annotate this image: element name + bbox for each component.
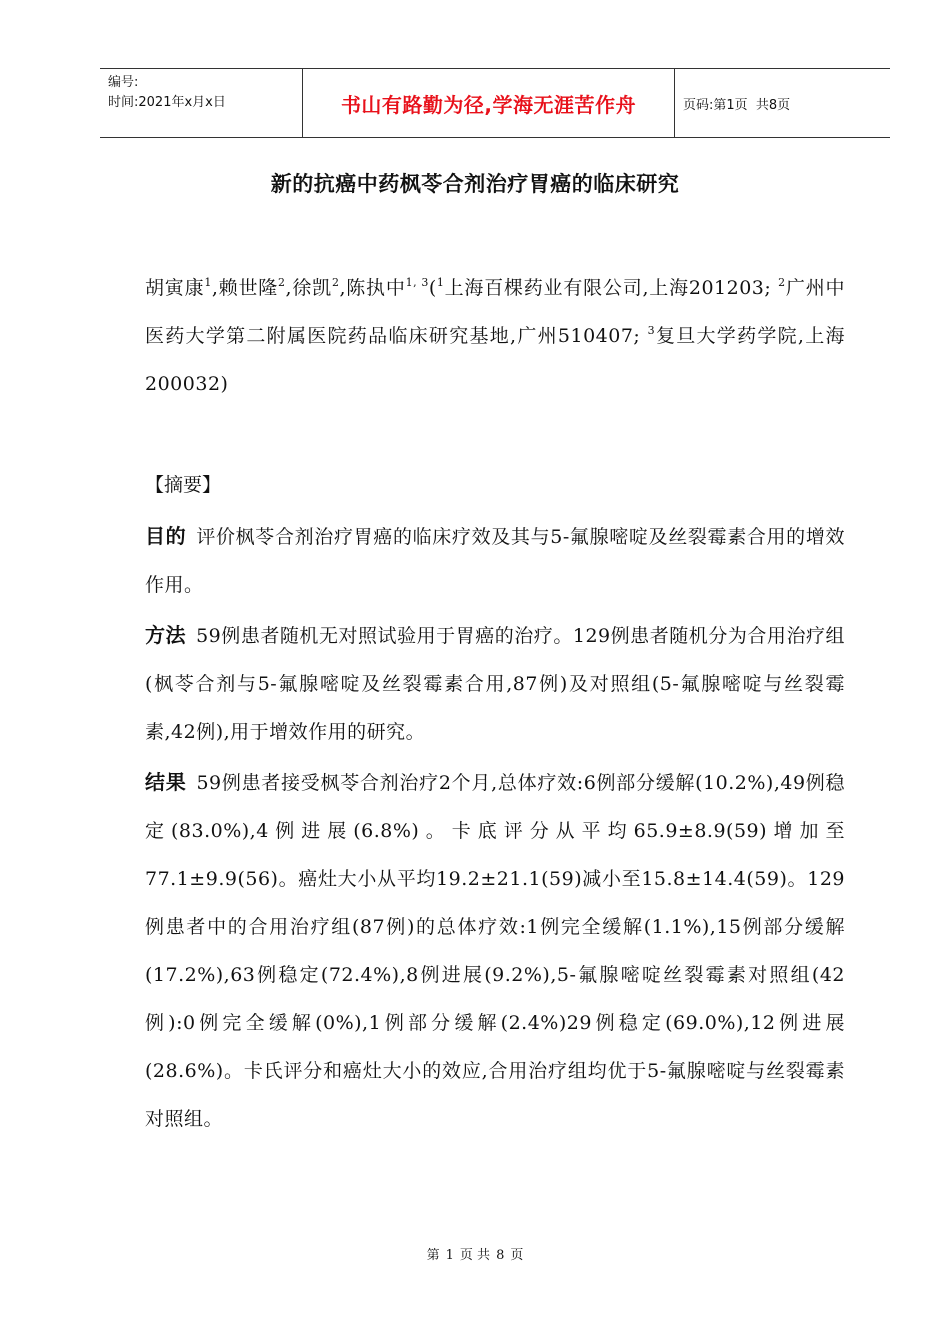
methods-label: 方法 — [145, 623, 187, 647]
author-name: ,陈执中 — [339, 277, 406, 299]
author-name: ,徐凯 — [285, 277, 332, 299]
affiliation: 复旦大学药学院,上海200032) — [145, 325, 846, 395]
results-paragraph — [145, 758, 845, 1143]
header-motto-cell — [302, 69, 675, 137]
results-label: 结果 — [145, 770, 187, 794]
author-sup: 1 — [204, 276, 212, 289]
affiliation-sup: 1 — [436, 276, 445, 289]
page-header — [100, 68, 890, 138]
abstract-body — [145, 512, 845, 1145]
header-meta — [100, 69, 302, 137]
abstract-heading: 【摘要】 — [145, 474, 222, 496]
footer-middle: 页 共 — [459, 1248, 491, 1263]
objective-label: 目的 — [145, 524, 187, 548]
author-name: 胡寅康 — [145, 277, 205, 299]
page-code: 页码:第1页 共8页 — [683, 97, 791, 113]
author-name: ,赖世隆 — [211, 277, 279, 299]
number-label: 编号: — [108, 75, 139, 90]
author-block — [145, 264, 845, 408]
methods-paragraph — [145, 611, 845, 756]
page-footer — [0, 1244, 950, 1263]
header-page-cell — [675, 69, 890, 137]
affiliation: 上海百棵药业有限公司,上海201203; — [444, 277, 779, 299]
affiliation-open: ( — [428, 277, 437, 299]
author-sup: 1, 3 — [405, 276, 429, 289]
footer-prefix: 第 — [426, 1248, 440, 1263]
affiliation: 广州中医药大学第二附属医院药品临床研究基地,广州510407; — [145, 277, 845, 347]
affiliation-sup: 2 — [778, 276, 786, 289]
footer-page-number: 1 — [445, 1248, 454, 1263]
author-sup: 2 — [278, 276, 286, 289]
objective-paragraph — [145, 512, 845, 609]
footer-total-pages: 8 — [496, 1248, 505, 1263]
results-text: 59例患者接受枫苓合剂治疗2个月,总体疗效:6例部分缓解(10.2%),49例稳定(83.0%),4例进展(6.8%)。卡底评分从平均65.9±8.9(59)增加至77.1±9.9(56)。癌灶大小从平均19.2±21.1(59)减小至15.8±14.4(59)。129例患者中的合用治疗组(87例)的总体疗效:1例完全缓解(1.1%),15例部分缓解(17.2%),63例稳定(72.4%),8例进展(9.2%),5-氟腺嘧啶丝裂霉素对照组(42例):0例完全缓解(0%),1例部分缓解(2.4%)29例稳定(69.0%),12例进展(28.6%)。卡氏评分和癌灶大小的效应,合用治疗组均优于5-氟腺嘧啶与丝裂霉素对照组。 — [145, 772, 845, 1130]
methods-text: 59例患者随机无对照试验用于胃癌的治疗。129例患者随机分为合用治疗组(枫苓合剂与5-氟腺嘧啶及丝裂霉素合用,87例)及对照组(5-氟腺嘧啶与丝裂霉素,42例),用于增效作用的研究。 — [145, 625, 846, 743]
objective-text: 评价枫苓合剂治疗胃癌的临床疗效及其与5-氟腺嘧啶及丝裂霉素合用的增效作用。 — [145, 526, 846, 596]
author-sup: 2 — [331, 276, 340, 289]
motto: 书山有路勤为径,学海无涯苦作舟 — [340, 92, 637, 117]
footer-suffix: 页 — [510, 1248, 524, 1263]
document-title: 新的抗癌中药枫苓合剂治疗胃癌的临床研究 — [270, 172, 680, 196]
time-label: 时间:2021年x月x日 — [108, 95, 226, 110]
affiliation-sup: 3 — [647, 324, 656, 337]
